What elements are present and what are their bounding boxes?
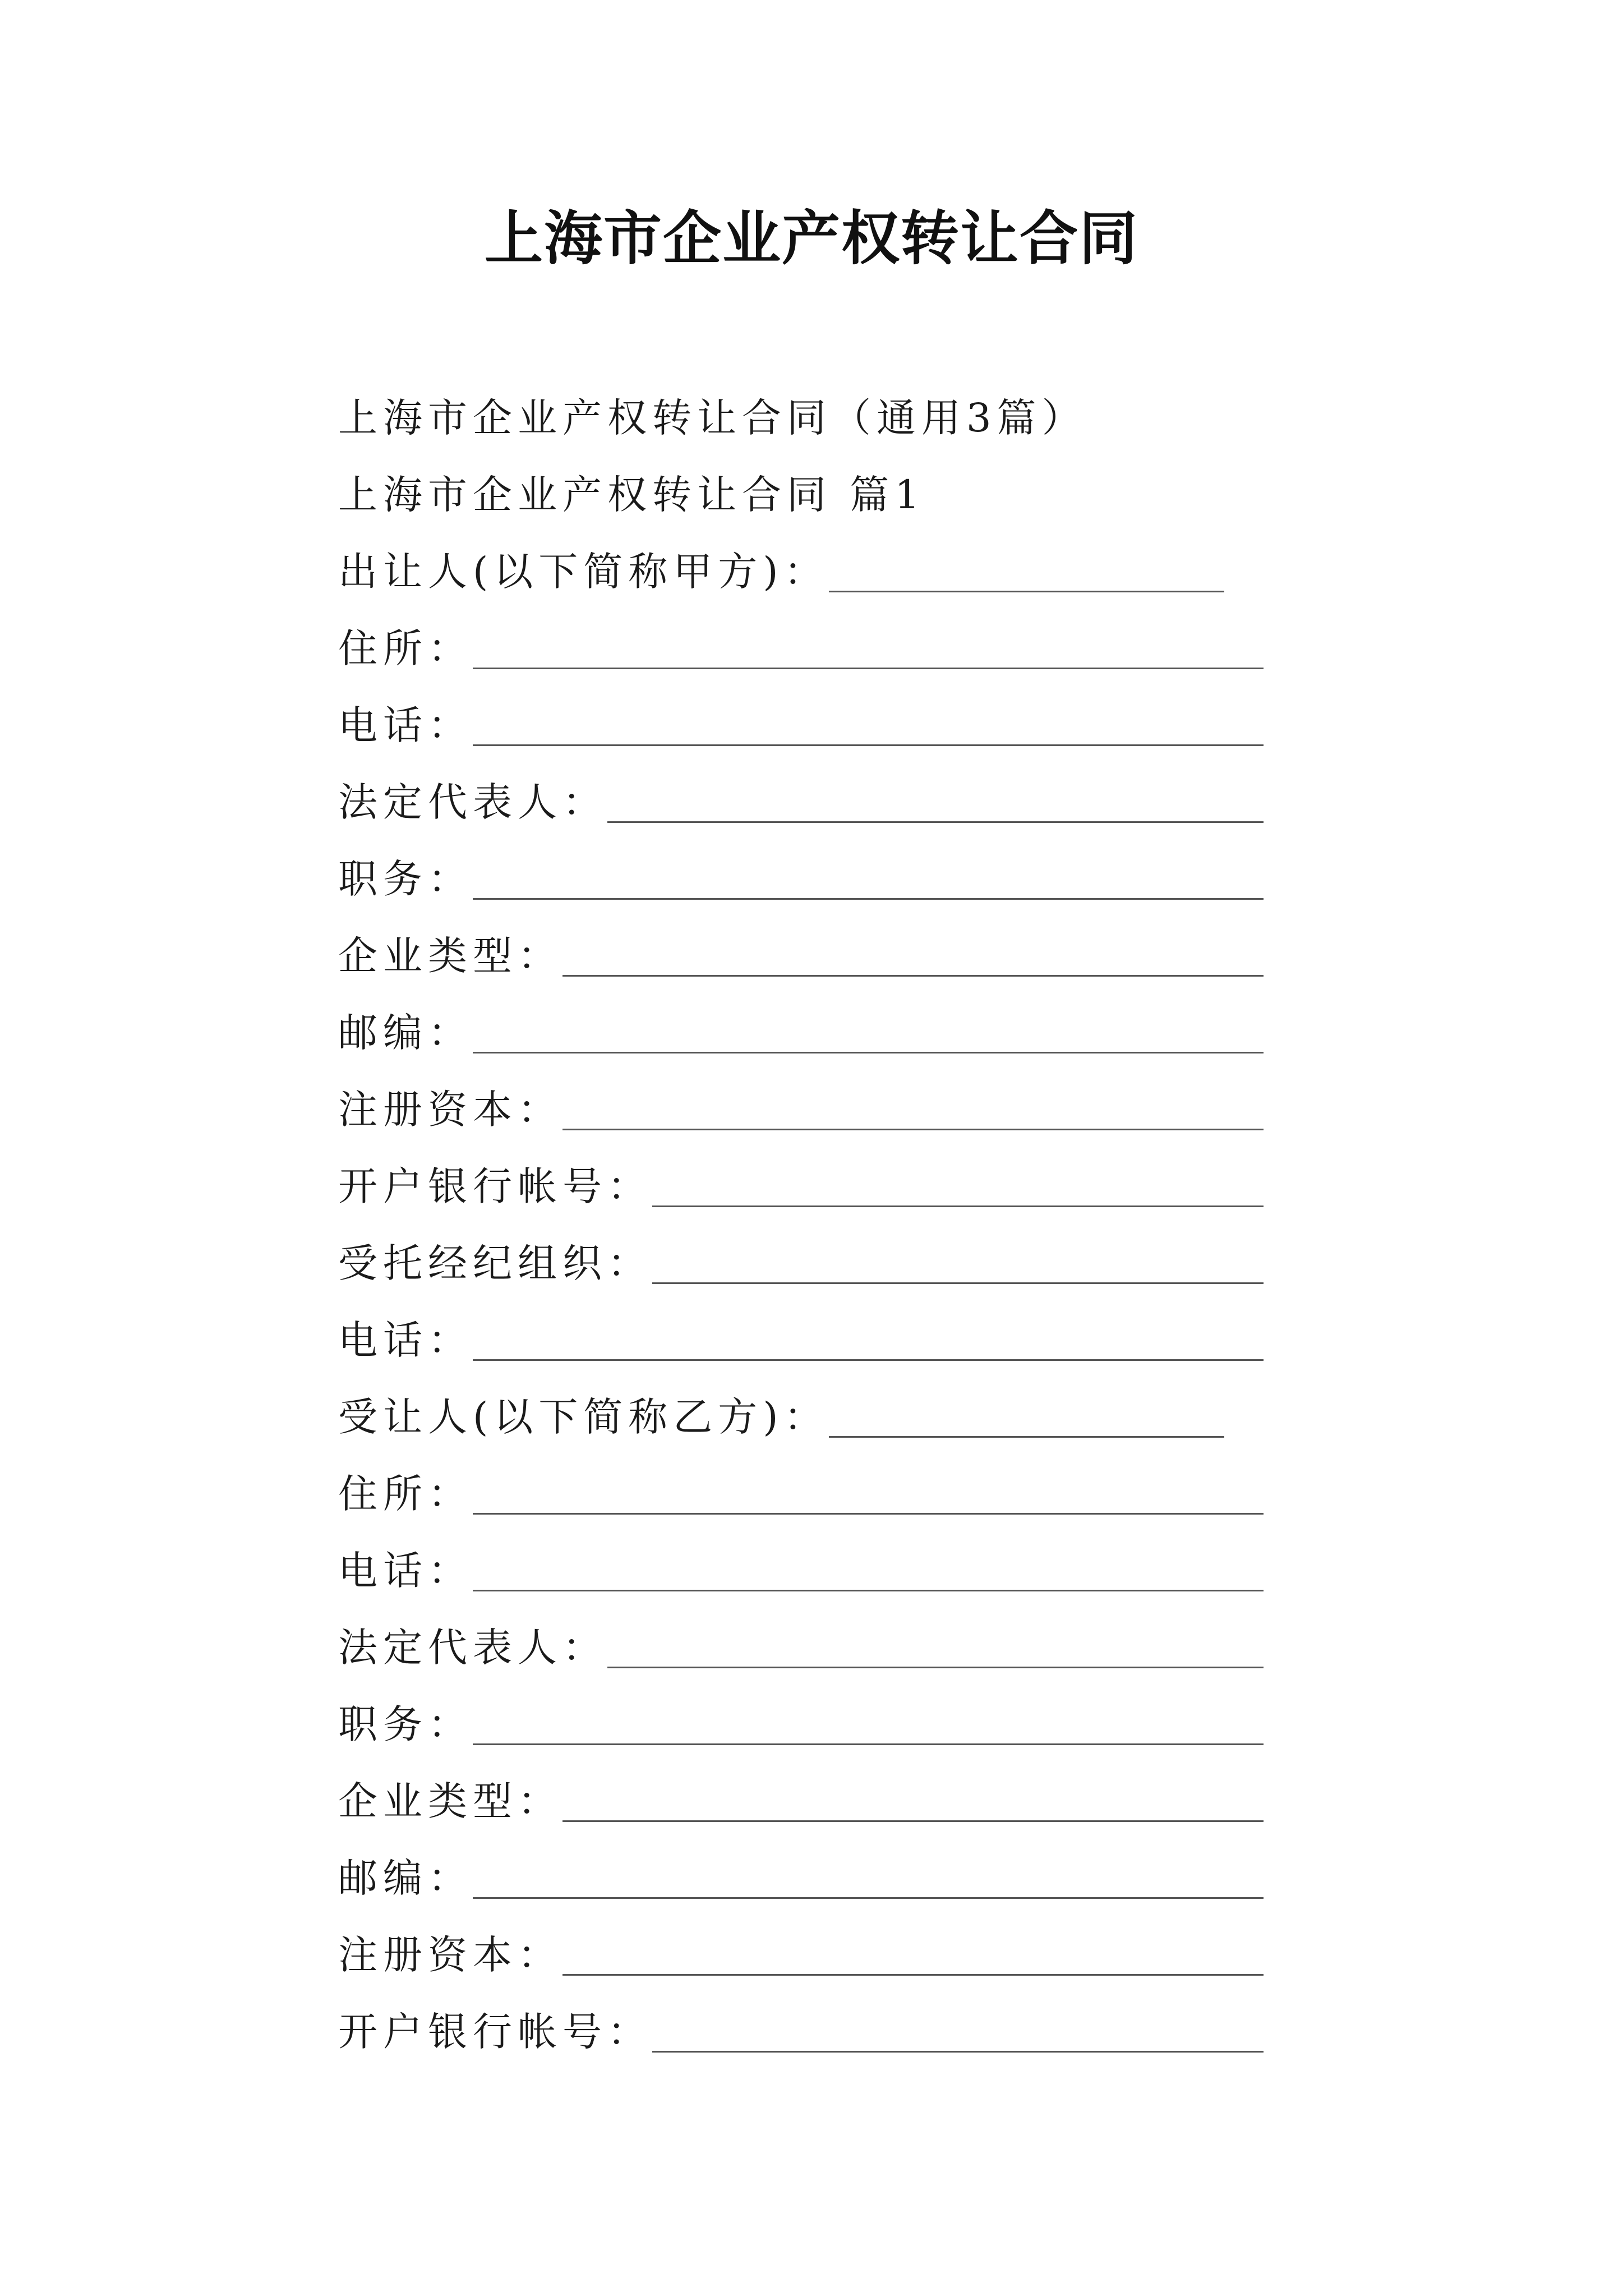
party-b-field-label: 住所： — [338, 1471, 473, 1517]
party-a-label: 出让人(以下简称甲方)： — [338, 549, 829, 595]
party-b-field-blank — [562, 1820, 1264, 1822]
party-b-field-blank — [473, 1590, 1264, 1591]
party-b-field-row — [338, 1757, 1264, 1834]
party-a-field-label: 电话： — [338, 702, 473, 748]
party-a-field-label: 邮编： — [338, 1010, 473, 1056]
party-b-field-row — [338, 1450, 1264, 1527]
party-a-field-blank — [473, 744, 1264, 746]
party-a-field-label: 法定代表人： — [338, 779, 607, 825]
party-a-field-blank — [473, 668, 1264, 669]
party-b-field-blank — [473, 1897, 1264, 1899]
party-a-field-row — [338, 835, 1264, 912]
party-a-field-label: 企业类型： — [338, 933, 562, 979]
party-b-field-blank — [652, 2051, 1264, 2053]
party-a-blank — [829, 591, 1224, 592]
contract-body — [338, 374, 1264, 2065]
party-a-field-row — [338, 1220, 1264, 1296]
party-a-field-row — [338, 605, 1264, 682]
party-b-line — [338, 1373, 1264, 1450]
document-subtitle: 上海市企业产权转让合同（通用3篇） — [338, 395, 1087, 441]
party-b-field-blank — [607, 1667, 1264, 1668]
party-b-field-row — [338, 1604, 1264, 1681]
party-b-field-label: 职务： — [338, 1701, 473, 1747]
party-a-field-row — [338, 758, 1264, 835]
party-b-field-row — [338, 1988, 1264, 2065]
party-b-field-label: 注册资本： — [338, 1932, 562, 1978]
party-b-field-row — [338, 1834, 1264, 1911]
section-heading: 上海市企业产权转让合同 篇1 — [338, 472, 925, 518]
party-a-field-blank — [652, 1205, 1264, 1207]
subtitle-line — [338, 374, 1264, 451]
section-heading-line — [338, 451, 1264, 528]
party-b-field-label: 开户银行帐号： — [338, 2009, 652, 2055]
party-a-field-row — [338, 682, 1264, 758]
party-b-field-row — [338, 1527, 1264, 1604]
party-a-field-label: 受托经纪组织： — [338, 1240, 652, 1286]
party-a-field-row — [338, 912, 1264, 989]
party-b-field-label: 法定代表人： — [338, 1625, 607, 1671]
party-a-field-label: 电话： — [338, 1317, 473, 1363]
party-b-blank — [829, 1436, 1224, 1438]
party-a-field-label: 职务： — [338, 856, 473, 902]
party-a-field-row — [338, 989, 1264, 1066]
party-b-field-blank — [473, 1743, 1264, 1745]
party-a-field-blank — [652, 1282, 1264, 1284]
party-a-field-blank — [473, 898, 1264, 900]
party-b-field-label: 邮编： — [338, 1855, 473, 1901]
party-a-field-row — [338, 1066, 1264, 1143]
party-b-field-label: 电话： — [338, 1548, 473, 1594]
party-a-field-row — [338, 1296, 1264, 1373]
party-a-field-label: 注册资本： — [338, 1087, 562, 1133]
party-b-field-blank — [562, 1974, 1264, 1976]
document-title: 上海市企业产权转让合同 — [484, 204, 1138, 273]
party-a-field-blank — [607, 821, 1264, 823]
party-a-field-blank — [562, 975, 1264, 977]
party-a-field-row — [338, 1143, 1264, 1220]
party-a-line — [338, 528, 1264, 605]
party-a-field-blank — [473, 1359, 1264, 1361]
party-a-field-blank — [473, 1052, 1264, 1053]
party-a-field-blank — [562, 1129, 1264, 1130]
party-a-field-label: 开户银行帐号： — [338, 1163, 652, 1209]
party-b-field-label: 企业类型： — [338, 1778, 562, 1824]
party-b-field-row — [338, 1911, 1264, 1988]
party-b-label: 受让人(以下简称乙方)： — [338, 1394, 829, 1440]
party-b-field-blank — [473, 1513, 1264, 1515]
party-b-field-row — [338, 1681, 1264, 1757]
party-a-field-label: 住所： — [338, 625, 473, 671]
